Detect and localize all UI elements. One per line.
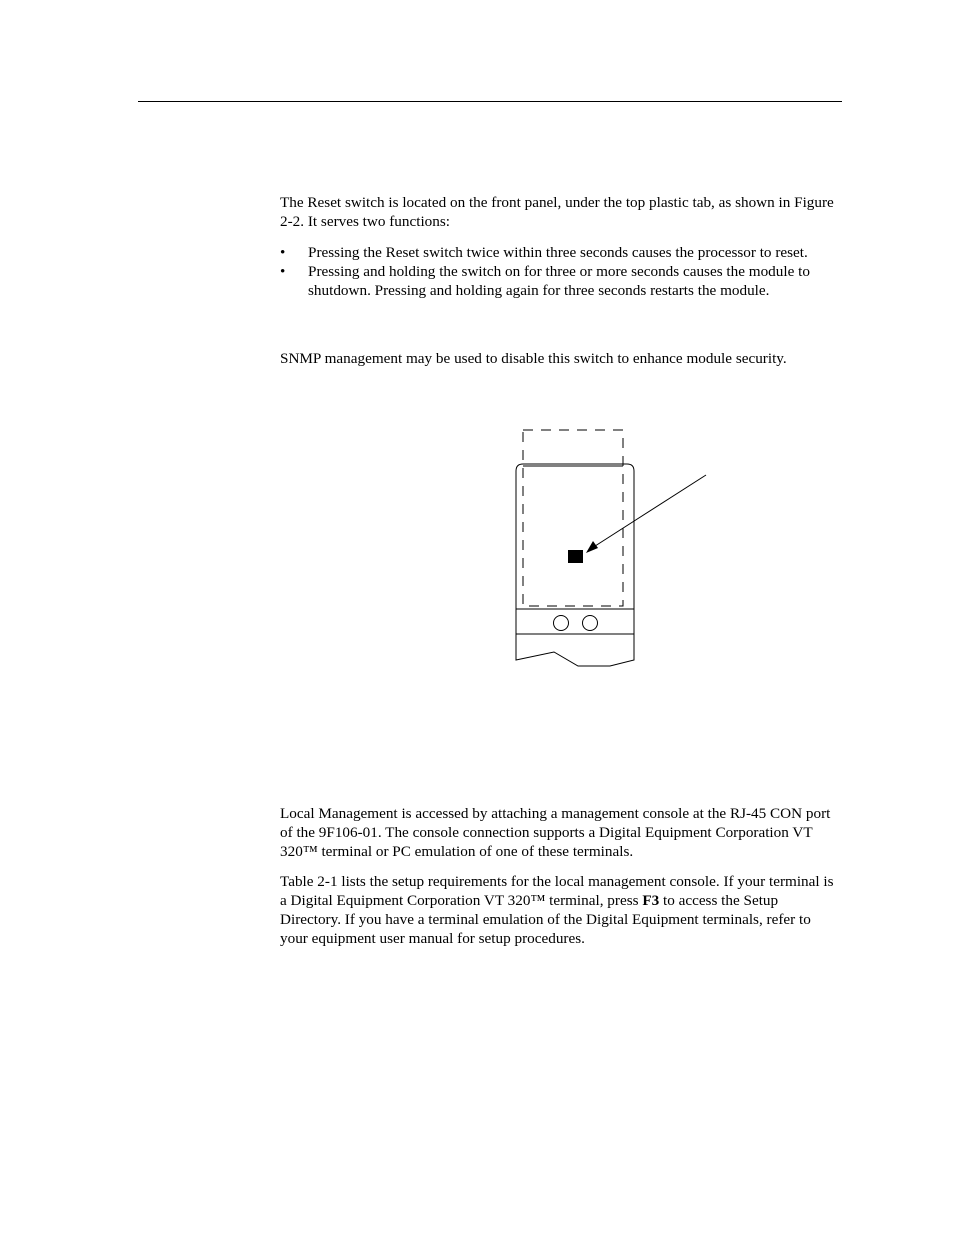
module-outline [516,464,634,666]
f3-key-label: F3 [642,892,660,909]
setup-table-reference-text [280,872,842,948]
list-item-text: Pressing and holding the switch on for three or more seconds causes the module to shutdown. Pressing and holding again for three seconds restarts the module. [308,263,810,299]
list-item [280,243,842,262]
arrow-head-icon [586,541,598,553]
list-item [280,262,842,300]
snmp-note-text: SNMP management may be used to disable this switch to enhance module security. [280,350,787,367]
local-management-paragraph [280,804,842,861]
module-front-panel-diagram [500,420,720,680]
setup-text-part2: to access the Setup Directory. If you have a terminal emulation of the Digital Equipment terminals, refer to your equipment user manual for setup procedures. [280,892,811,947]
list-item-text: Pressing the Reset switch twice within three seconds causes the processor to reset. [308,244,808,261]
reset-functions-list [280,243,842,300]
header-rule [138,101,842,102]
plastic-tab-outline [523,430,623,606]
setup-table-reference-paragraph [280,872,842,948]
reset-intro-paragraph [280,193,842,231]
reset-switch-figure [500,420,720,680]
reset-switch-icon [568,550,583,563]
bullet-icon: • [280,244,286,261]
setup-text-part1: Table 2-1 lists the setup requirements for the local management console. If your terminal is a Digital Equipment Corporation VT 320™ terminal, press [280,873,834,909]
snmp-note-paragraph [280,349,842,368]
local-management-text: Local Management is accessed by attaching a management console at the RJ-45 CON port of the 9F106-01. The console connection supports a Digital Equipment Corporation VT 320™ terminal or PC emulation of one of these terminals. [280,805,831,860]
reset-intro-text: The Reset switch is located on the front panel, under the top plastic tab, as shown in Figure 2-2. It serves two functions: [280,194,834,230]
led-icon [554,616,569,631]
led-icon [583,616,598,631]
bullet-icon: • [280,263,286,280]
callout-arrow-line [592,475,706,548]
